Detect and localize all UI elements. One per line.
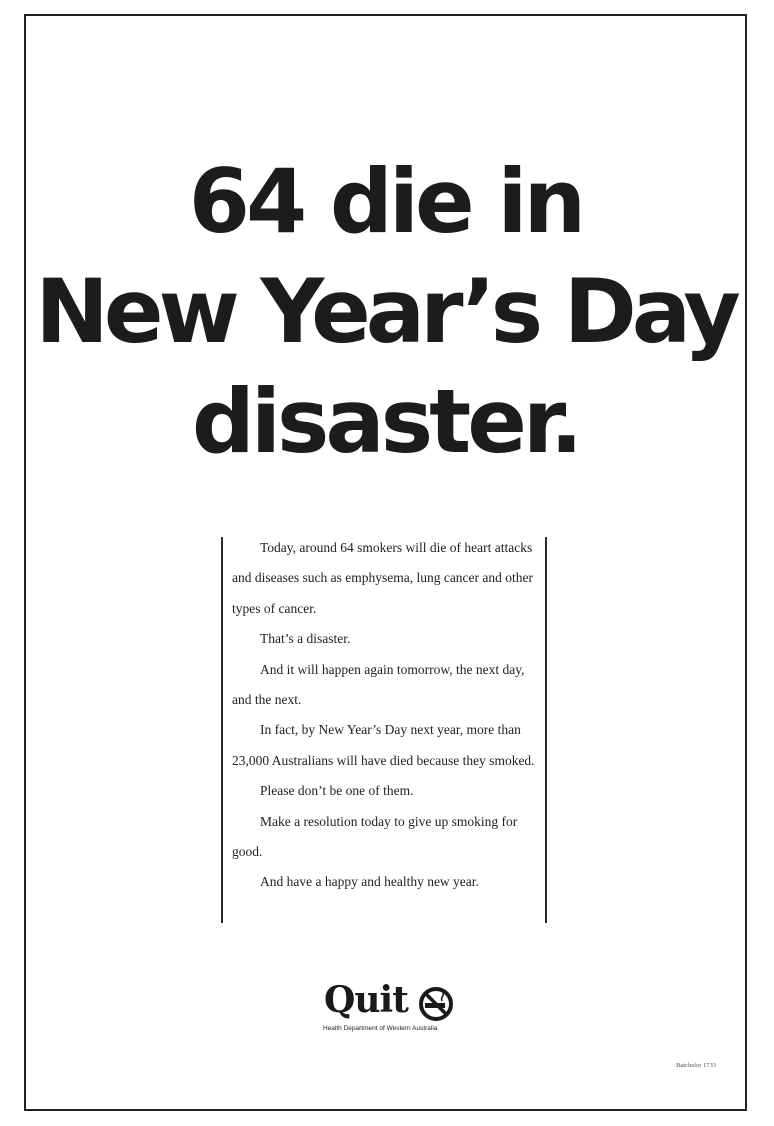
logo-tagline: Health Department of Western Australia: [323, 1025, 438, 1032]
body-copy: [232, 533, 538, 898]
headline-line-1: 64 die in: [188, 150, 583, 253]
logo-wordmark: Quit: [324, 979, 408, 1021]
headline-line-2: New Year’s Day: [35, 260, 736, 363]
body-copy-box: [221, 537, 547, 923]
body-paragraph: And it will happen again tomorrow, the next day, and the next.: [232, 661, 525, 708]
body-paragraph: And have a happy and healthy new year.: [260, 874, 479, 890]
headline-line-3: disaster.: [191, 370, 580, 473]
body-paragraph: That’s a disaster.: [260, 631, 351, 647]
reference-code: Batchelor 1733: [676, 1062, 716, 1069]
body-paragraph: Please don’t be one of them.: [260, 783, 414, 799]
quit-logo: [318, 979, 458, 1042]
body-paragraph: Make a resolution today to give up smoking for good.: [232, 813, 518, 860]
body-paragraph: In fact, by New Year’s Day next year, more than 23,000 Australians will have died because they smoked.: [232, 722, 535, 768]
no-smoking-icon: [418, 986, 454, 1022]
body-paragraph: Today, around 64 smokers will die of heart attacks and diseases such as emphysema, lung cancer and other types of cancer.: [232, 540, 534, 616]
